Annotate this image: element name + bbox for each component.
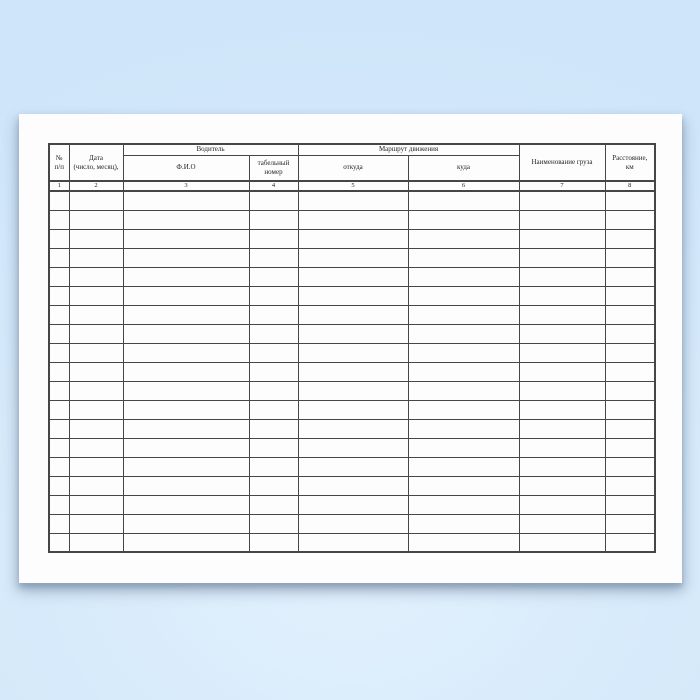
empty-cell [605,457,655,476]
empty-cell [298,457,408,476]
empty-row [49,229,655,248]
empty-cell [49,324,69,343]
empty-cell [249,324,298,343]
empty-cell [605,324,655,343]
empty-row [49,191,655,210]
empty-cell [69,438,123,457]
empty-row [49,286,655,305]
empty-cell [605,476,655,495]
empty-cell [69,343,123,362]
empty-cell [298,495,408,514]
empty-cell [408,419,519,438]
column-number-cell: 3 [123,181,249,191]
empty-cell [69,533,123,552]
empty-cell [123,476,249,495]
empty-cell [519,210,605,229]
empty-cell [123,191,249,210]
empty-cell [408,514,519,533]
header-cell-date [69,144,123,181]
empty-cell [408,533,519,552]
empty-cell [298,362,408,381]
empty-cell [69,495,123,514]
empty-cell [49,286,69,305]
empty-cell [69,476,123,495]
empty-cell [605,495,655,514]
empty-cell [69,305,123,324]
empty-cell [519,362,605,381]
column-number-cell: 1 [49,181,69,191]
empty-row [49,267,655,286]
empty-cell [123,248,249,267]
empty-cell [249,305,298,324]
empty-cell [123,267,249,286]
empty-cell [49,514,69,533]
empty-cell [408,267,519,286]
empty-cell [49,229,69,248]
empty-cell [408,305,519,324]
empty-cell [49,248,69,267]
empty-cell [69,419,123,438]
empty-cell [519,305,605,324]
empty-cell [123,343,249,362]
empty-row [49,476,655,495]
header-cell-distance [605,144,655,181]
empty-cell [519,286,605,305]
empty-cell [298,514,408,533]
empty-cell [123,514,249,533]
header-tab-number-line1: табельный [257,159,290,167]
empty-cell [519,248,605,267]
empty-cell [605,514,655,533]
empty-cell [298,191,408,210]
empty-cell [69,514,123,533]
header-cell-route-from: откуда [298,155,408,181]
empty-cell [519,400,605,419]
empty-cell [605,438,655,457]
empty-cell [49,495,69,514]
column-number-cell: 6 [408,181,519,191]
column-number-cell: 2 [69,181,123,191]
empty-cell [249,476,298,495]
empty-cell [298,248,408,267]
empty-row [49,419,655,438]
empty-cell [298,533,408,552]
table-header [49,144,655,191]
empty-cell [49,191,69,210]
empty-cell [408,476,519,495]
empty-cell [249,286,298,305]
empty-cell [298,286,408,305]
empty-cell [605,267,655,286]
empty-cell [249,343,298,362]
column-number-row [49,181,655,191]
header-no-line1: № [55,153,63,162]
empty-cell [249,229,298,248]
empty-cell [249,362,298,381]
empty-cell [49,343,69,362]
empty-cell [123,533,249,552]
empty-cell [408,248,519,267]
empty-cell [249,381,298,400]
empty-cell [408,210,519,229]
empty-cell [69,362,123,381]
empty-cell [519,381,605,400]
empty-row [49,324,655,343]
empty-cell [408,495,519,514]
empty-row [49,514,655,533]
empty-cell [519,324,605,343]
empty-cell [605,362,655,381]
header-distance-line1: Расстояние, [612,153,648,162]
empty-cell [519,267,605,286]
empty-cell [69,400,123,419]
empty-cell [408,381,519,400]
empty-cell [123,419,249,438]
form-page [19,114,682,583]
empty-cell [249,210,298,229]
empty-cell [123,305,249,324]
empty-cell [519,476,605,495]
empty-cell [605,533,655,552]
empty-cell [69,267,123,286]
empty-cell [408,286,519,305]
empty-cell [298,229,408,248]
empty-cell [408,457,519,476]
empty-cell [298,381,408,400]
empty-cell [605,248,655,267]
header-distance-line2: км [625,162,634,171]
empty-cell [519,533,605,552]
empty-cell [519,229,605,248]
empty-cell [49,419,69,438]
empty-cell [519,514,605,533]
column-number-cell: 8 [605,181,655,191]
header-cell-no [49,144,69,181]
empty-cell [298,267,408,286]
empty-cell [49,400,69,419]
empty-cell [605,381,655,400]
empty-cell [123,400,249,419]
header-cell-driver-name: Ф.И.О [123,155,249,181]
header-group-route: Маршрут движения [298,144,519,155]
empty-cell [519,191,605,210]
empty-cell [605,400,655,419]
empty-cell [298,305,408,324]
empty-cell [69,248,123,267]
empty-row [49,210,655,229]
empty-cell [123,324,249,343]
empty-cell [605,210,655,229]
header-group-driver: Водитель [123,144,298,155]
empty-cell [49,533,69,552]
empty-cell [69,286,123,305]
empty-cell [298,400,408,419]
empty-cell [408,362,519,381]
empty-cell [519,419,605,438]
empty-row [49,248,655,267]
empty-cell [249,514,298,533]
empty-cell [123,381,249,400]
empty-cell [249,267,298,286]
empty-cell [249,191,298,210]
header-date-line2: (число, месяц), [73,162,119,171]
empty-row [49,495,655,514]
transport-journal-table [48,143,656,553]
empty-row [49,305,655,324]
empty-cell [69,210,123,229]
header-no-line2: п/п [54,162,64,171]
empty-cell [519,457,605,476]
empty-cell [49,210,69,229]
empty-cell [605,419,655,438]
empty-cell [408,324,519,343]
empty-row [49,438,655,457]
empty-cell [298,419,408,438]
empty-cell [519,343,605,362]
empty-cell [69,381,123,400]
header-cell-route-to: куда [408,155,519,181]
empty-row [49,343,655,362]
empty-cell [49,362,69,381]
table-body [49,191,655,552]
header-cell-cargo: Наименование груза [519,144,605,181]
empty-cell [249,438,298,457]
empty-cell [249,457,298,476]
empty-cell [249,533,298,552]
empty-cell [605,305,655,324]
empty-cell [123,362,249,381]
empty-cell [123,229,249,248]
empty-cell [519,495,605,514]
empty-cell [49,438,69,457]
empty-cell [123,457,249,476]
empty-row [49,400,655,419]
empty-row [49,533,655,552]
empty-cell [298,324,408,343]
empty-cell [298,210,408,229]
empty-cell [408,343,519,362]
empty-cell [49,305,69,324]
empty-cell [69,191,123,210]
empty-cell [249,400,298,419]
empty-cell [49,381,69,400]
column-number-cell: 5 [298,181,408,191]
empty-cell [605,191,655,210]
empty-cell [408,191,519,210]
empty-cell [249,419,298,438]
empty-cell [605,229,655,248]
empty-cell [123,495,249,514]
empty-cell [408,438,519,457]
empty-cell [605,343,655,362]
empty-cell [49,476,69,495]
empty-cell [605,286,655,305]
header-cell-driver-tab-number [249,155,298,181]
empty-cell [408,400,519,419]
column-number-cell: 7 [519,181,605,191]
empty-cell [123,286,249,305]
empty-cell [249,495,298,514]
empty-cell [408,229,519,248]
empty-cell [69,457,123,476]
empty-row [49,381,655,400]
empty-cell [298,476,408,495]
empty-cell [69,229,123,248]
empty-cell [519,438,605,457]
empty-cell [298,438,408,457]
header-tab-number-line2: номер [264,167,283,176]
empty-cell [49,267,69,286]
empty-cell [123,438,249,457]
header-row-groups [49,144,655,155]
empty-cell [298,343,408,362]
empty-row [49,457,655,476]
header-date-line1: Дата [89,153,103,162]
empty-cell [123,210,249,229]
empty-cell [249,248,298,267]
empty-cell [49,457,69,476]
empty-row [49,362,655,381]
column-number-cell: 4 [249,181,298,191]
empty-cell [69,324,123,343]
